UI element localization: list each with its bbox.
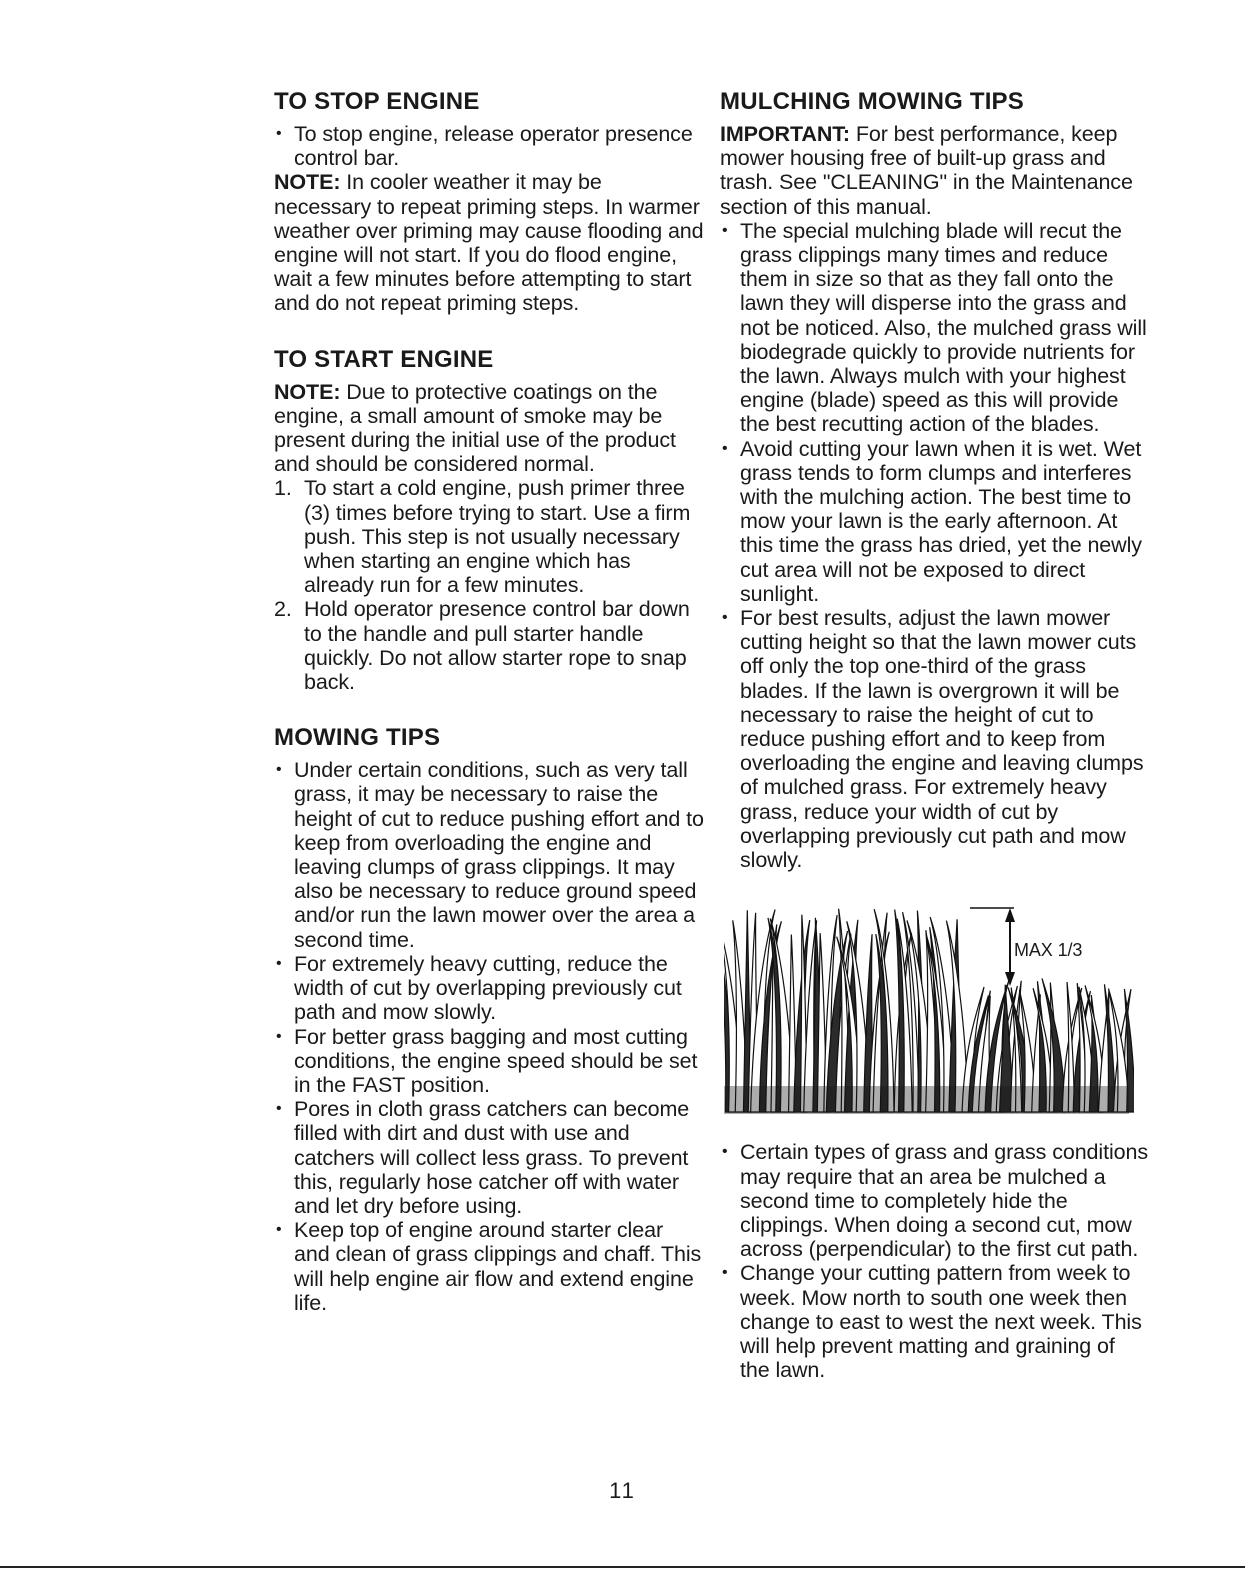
note-label: NOTE: [274, 170, 341, 195]
list-item: • For extremely heavy cutting, reduce the width of cut by overlapping previously cut path and mow slowly. [274, 952, 704, 1025]
stop-engine-section [274, 88, 704, 316]
grass-base-shadow [724, 1086, 1129, 1114]
important-note [720, 122, 1150, 219]
list-item: • Keep top of engine around starter clear and clean of grass clippings and chaff. This will help engine air flow and extend engine life. [274, 1218, 704, 1315]
height-arrow-icon [970, 908, 1015, 986]
bottom-divider [0, 1566, 1245, 1568]
mulching-bullets [720, 219, 1150, 872]
list-item: • Pores in cloth grass catchers can become filled with dirt and dust with use and catchers will collect less grass. To prevent this, regularly hose catcher off with water and let dry before using. [274, 1097, 704, 1218]
step-number: 1. [274, 476, 292, 501]
list-item: • The special mulching blade will recut the grass clippings many times and reduce them in size so that as they fall onto the lawn they will disperse into the grass and not be noticed. Also, the mulched grass will biodegrade quickly to provide nutrients for the lawn. Always mulch with your highest engine (blade) speed as this will provide the best recutting action of the blades. [720, 219, 1150, 437]
mowing-tips-section [274, 724, 704, 1315]
right-column [720, 88, 1150, 1382]
stop-engine-heading: TO STOP ENGINE [274, 88, 480, 115]
mulching-bullets-after [720, 1140, 1150, 1382]
start-engine-section [274, 346, 704, 695]
mowing-tips-bullets [274, 758, 704, 1315]
step-item [274, 476, 704, 597]
note-label: NOTE: [274, 379, 341, 404]
important-text: For best performance, keep mower housing free of built-up grass and trash. See "CLEANING" in the Maintenance section of this manual. [720, 122, 1133, 219]
step-item [274, 597, 704, 694]
step-text: To start a cold engine, push primer three (3) times before trying to start. Use a firm push. This step is not usually necessary when starting an engine which has already run for a few minutes. [304, 476, 691, 598]
list-item: • Under certain conditions, such as very tall grass, it may be necessary to raise the height of cut to reduce pushing effort and to keep from overloading the engine and leaving clumps of grass clippings. It may also be necessary to reduce ground speed and/or run the lawn mower over the area a second time. [274, 758, 704, 952]
page-number: 11 [609, 1478, 636, 1503]
note-text: Due to protective coatings on the engine, a small amount of smoke may be present during the initial use of the product and should be considered normal. [274, 379, 676, 477]
start-engine-heading: TO START ENGINE [274, 345, 494, 373]
stop-engine-note [274, 170, 704, 315]
list-item: • Certain types of grass and grass conditions may require that an area be mulched a second time to completely hide the clippings. When doing a second cut, mow across (perpendicular) to the first cut path. [720, 1140, 1150, 1261]
mowing-tips-heading: MOWING TIPS [274, 724, 441, 752]
list-item: • Avoid cutting your lawn when it is wet. Wet grass tends to form clumps and interferes with the mulching action. The best time to mow your lawn is the early afternoon. At this time the grass has dried, yet the newly cut area will not be exposed to direct sunlight. [720, 437, 1150, 606]
start-engine-steps [274, 476, 704, 694]
max-cut-label: MAX 1/3 [1014, 940, 1083, 961]
list-item: • Change your cutting pattern from week to week. Mow north to south one week then change to east to west the next week. This will help prevent matting and graining of the lawn. [720, 1261, 1150, 1382]
list-item: • For best results, adjust the lawn mower cutting height so that the lawn mower cuts off only the top one-third of the grass blades. If the lawn is overgrown it will be necessary to raise the height of cut to reduce pushing effort and to keep from overloading the engine and leaving clumps of mulched grass. For extremely heavy grass, reduce your width of cut by overlapping previously cut path and mow slowly. [720, 606, 1150, 872]
list-item: • To stop engine, release operator presence control bar. [274, 122, 704, 170]
grass-blades-graphic [724, 900, 1134, 1118]
mulching-tips-heading: MULCHING MOWING TIPS [720, 88, 1024, 115]
step-number: 2. [274, 597, 292, 622]
mulching-tips-section [720, 88, 1150, 1382]
left-column [274, 88, 704, 1315]
note-text: In cooler weather it may be necessary to repeat priming steps. In warmer weather over priming may cause flooding and engine will not start. If you do flood engine, wait a few minutes before attempting to start and do not repeat priming steps. [274, 170, 704, 316]
step-text: Hold operator presence control bar down to the handle and pull starter handle quickly. Do not allow starter rope to snap back. [304, 597, 690, 695]
start-engine-note [274, 380, 704, 477]
list-item: • For better grass bagging and most cutting conditions, the engine speed should be set in the FAST position. [274, 1025, 704, 1098]
grass-height-illustration [724, 900, 1134, 1118]
important-label: IMPORTANT: [720, 122, 850, 146]
stop-engine-bullets [274, 122, 704, 170]
